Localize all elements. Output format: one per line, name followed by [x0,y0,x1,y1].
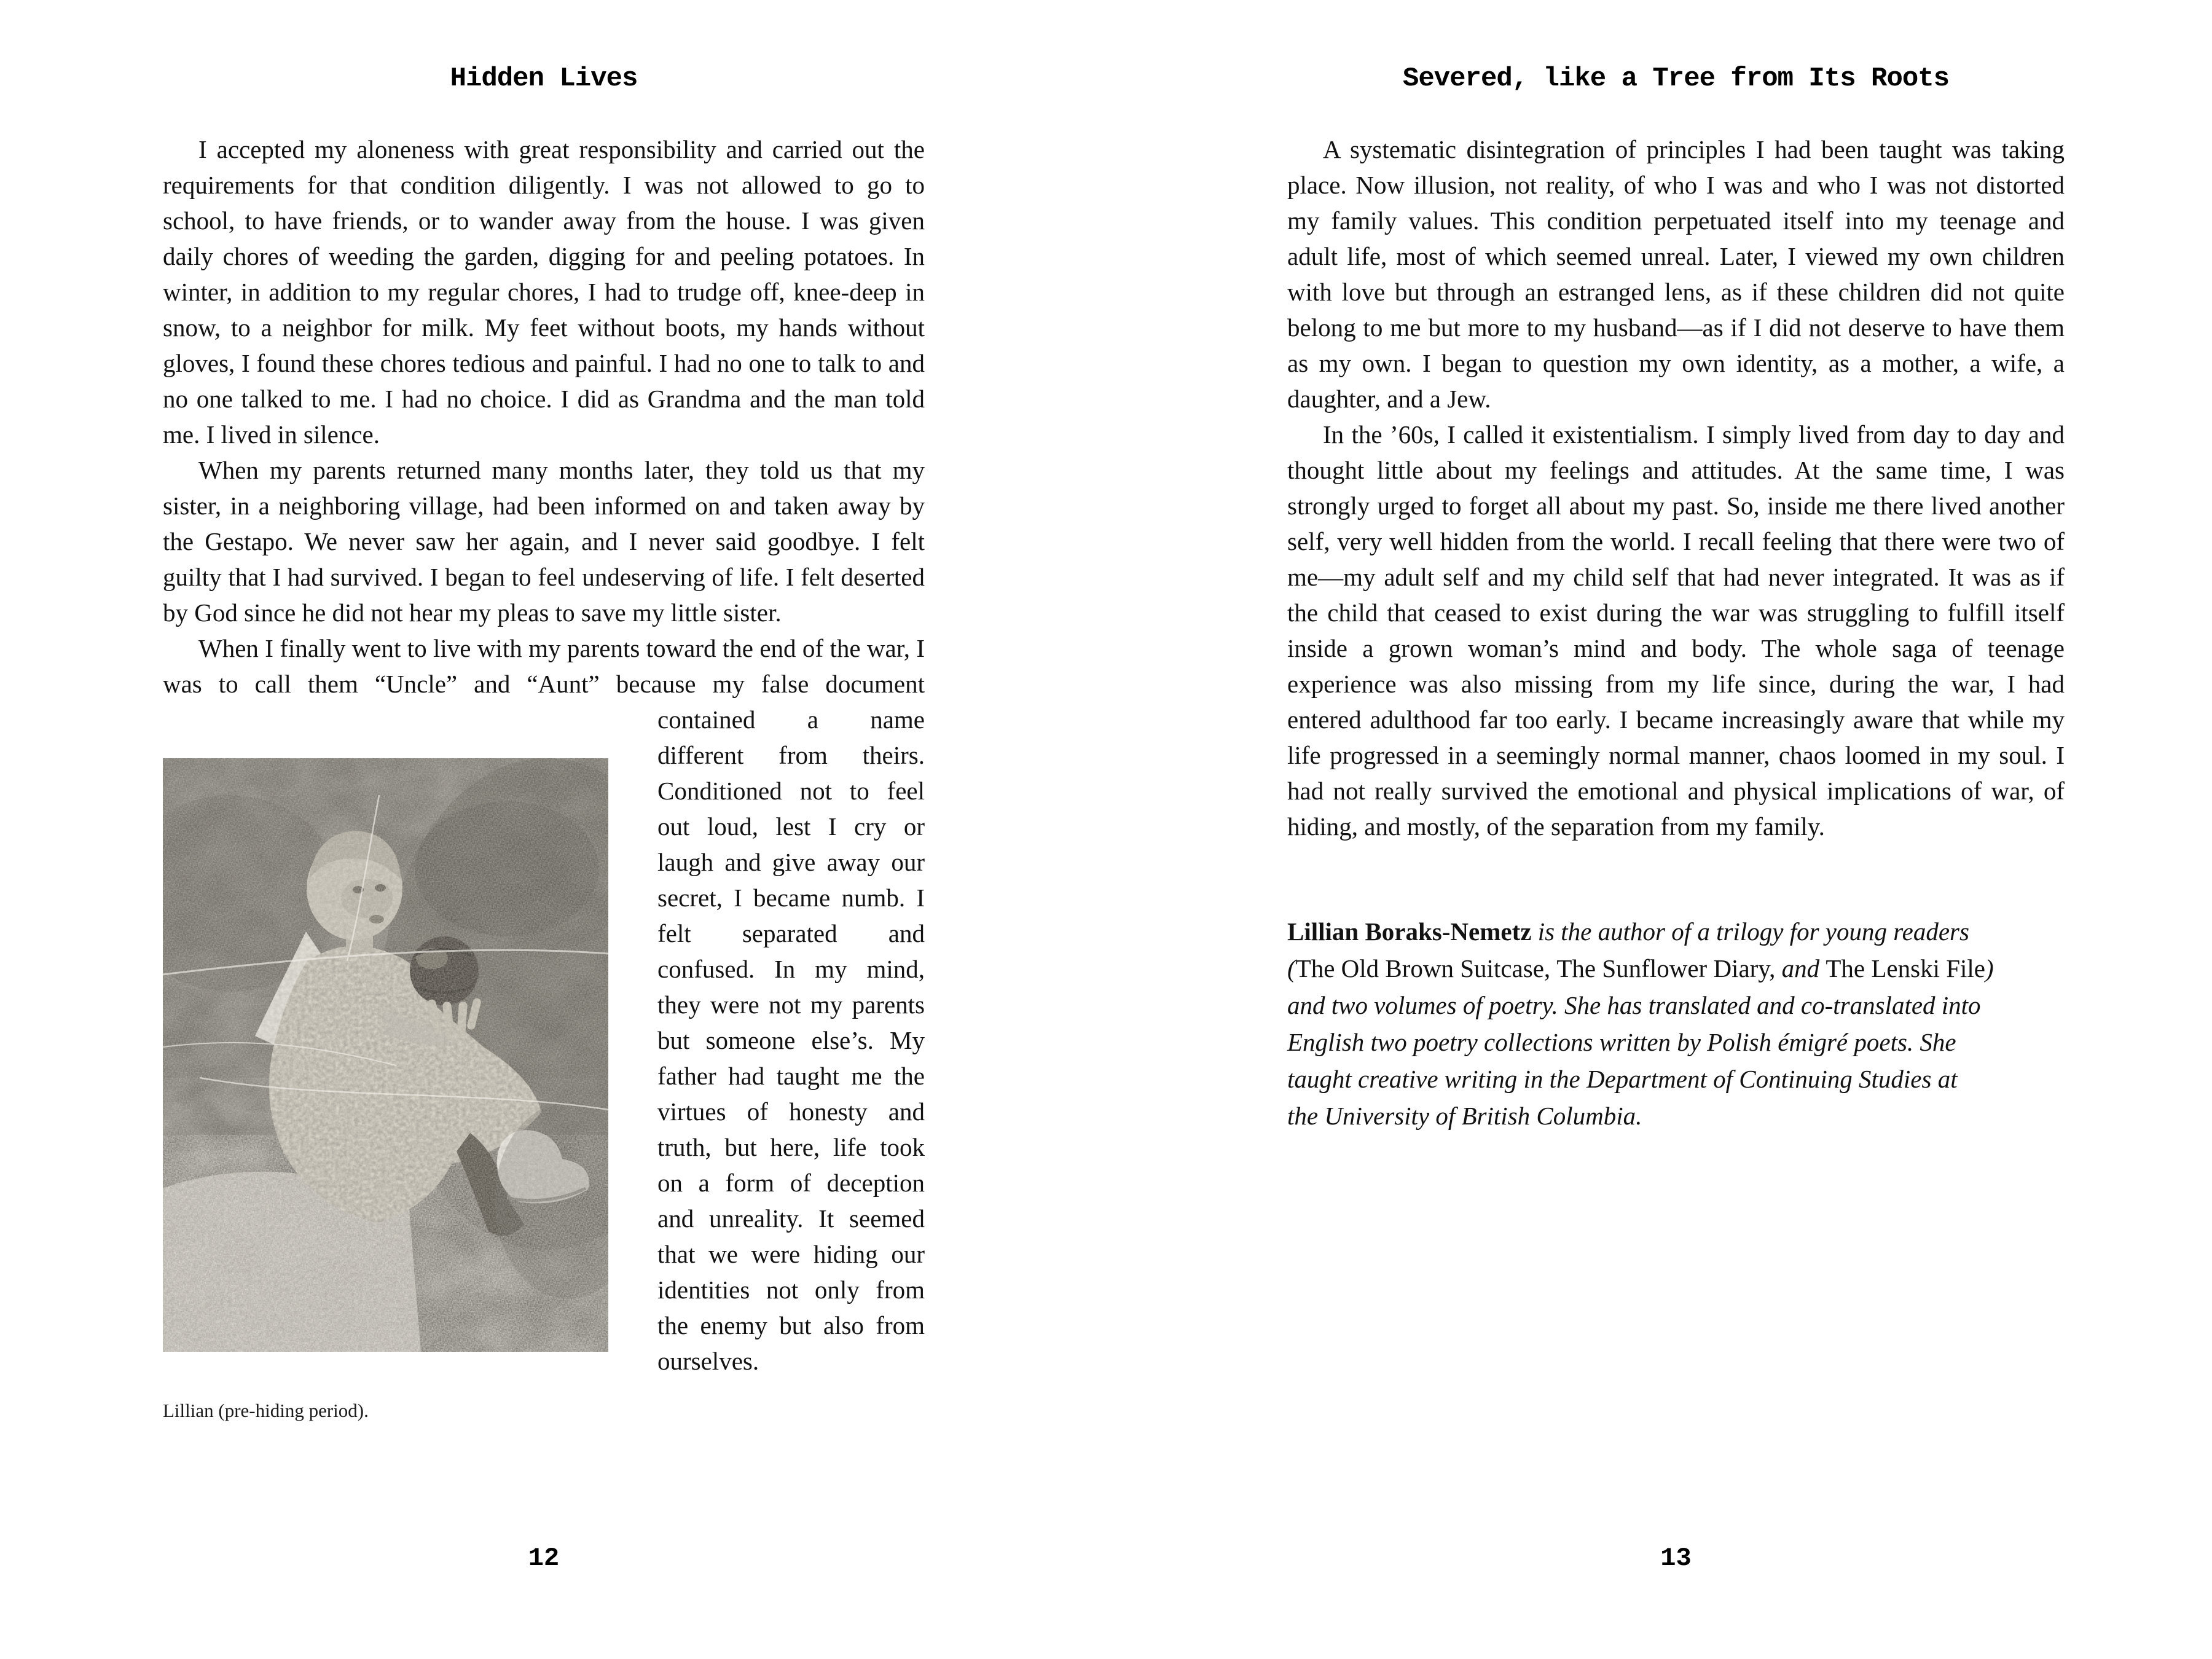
bio-segment: Lillian Boraks-Nemetz [1287,917,1532,946]
photo-lillian-art [163,758,608,1352]
page-number-left: 12 [528,1543,560,1573]
left-paragraph-2: When my parents returned many months later, they told us that my sister, in a neighboring village, had been informed on and taken away by the Gestapo. We never saw her again, and I never said goodbye. I felt guilty that I had survived. I began to feel undeserving of life. I felt deserted by God since he did not hear my pleas to save my little sister. [163,456,925,627]
bio-segment: and [1775,954,1826,982]
left-chapter-title: Hidden Lives [450,63,638,94]
right-chapter-title: Severed, like a Tree from Its Roots [1402,63,1950,94]
bio-segment [1550,954,1556,982]
bio-segment: The Sunflower Diary, [1556,954,1776,982]
right-paragraph-2: In the ’60s, I called it existentialism. I simply lived from day to day and thought little about my feelings and attitudes. At the same time, I was strongly urged to forget all about my past. So, inside me there lived another self, very well hidden from the world. I recall feeling that there were two of me—my adult self and my child self that had never integrated. It was as if the child that ceased to exist during the war was struggling to fulfill itself inside a grown woman’s mind and body. The whole saga of teenage experience was also missing from my life since, during the war, I had entered adulthood far too early. I became increasingly aware that while my life progressed in a seemingly normal manner, chaos loomed in my soul. I had not really survived the emotional and physical implications of war, of hiding, and mostly, of the separation from my family. [1287,420,2065,841]
bio-segment: is the author of a trilogy for young readers ( [1287,917,1969,982]
page-right [1287,61,2065,1610]
left-paragraph-3-rest: document contained a name different from theirs. Conditioned not to feel out loud, lest I cry or laugh and give away our secret, I became numb. I felt separated and confused. In my mind, they were not my parents but someone else’s. My father had taught me the virtues of honesty and truth, but here, life took on a form of deception and unreality. It seemed that we were hiding our identities not only from the enemy but also from ourselves. [657,670,925,1375]
right-paragraph-1: A systematic disintegration of principles I had been taught was taking place. Now illusion, not reality, of who I was and who I was not distorted my family values. This condition perpetuated itself into my teenage and adult life, most of which seemed unreal. Later, I viewed my own children with love but through an estranged lens, as if these children did not quite belong to me but more to my husband—as if I did not deserve to have them as my own. I began to question my own identity, as a mother, a wife, a daughter, and a Jew. [1287,135,2065,413]
bio-segment: The Old Brown Suitcase, [1295,954,1551,982]
photo-lillian [163,758,608,1352]
author-bio [1287,913,1994,1134]
bio-segment: ) and two volumes of poetry. She has translated and co-translated into English two poetry collections written by Polish émigré poets. She taught creative writing in the Department of Continuing Studies at the University of British Columbia. [1287,954,1994,1130]
page-number-right: 13 [1660,1543,1692,1573]
left-paragraph-3 [163,630,925,1379]
left-paragraph-3-lead: When I finally went to live with my parents toward the end of the war, I was to call them “Uncle” and “Aunt” because my false [163,634,925,698]
bio-segment: The Lenski File [1826,954,1986,982]
photo-caption: Lillian (pre-hiding period). [163,1400,369,1421]
left-paragraph-1: I accepted my aloneness with great responsibility and carried out the requirements for that condition diligently. I was not allowed to go to school, to have friends, or to wander away from the house. I was given daily chores of weeding the garden, digging for and peeling potatoes. In winter, in addition to my regular chores, I had to trudge off, knee-deep in snow, to a neighbor for milk. My feet without boots, my hands without gloves, I found these chores tedious and painful. I had no one to talk to and no one talked to me. I had no choice. I did as Grandma and the man told me. I lived in silence. [163,135,925,449]
page-left [163,61,925,1610]
